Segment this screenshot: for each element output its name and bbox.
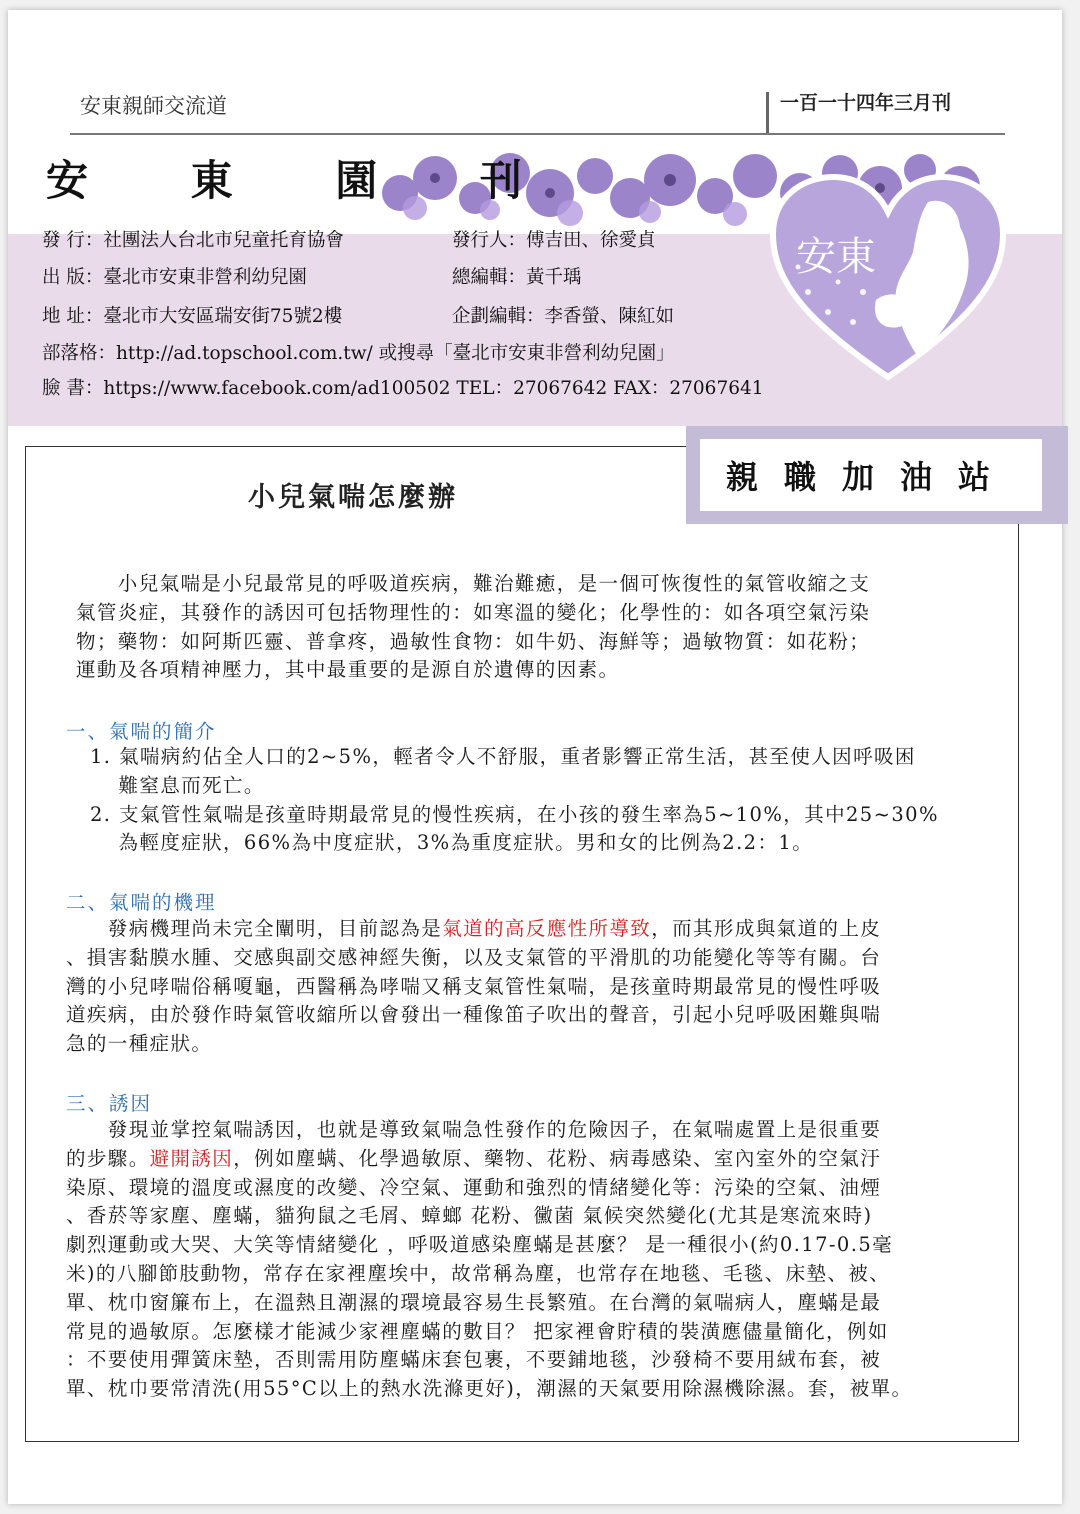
- list-item: 難窒息而死亡。: [90, 773, 265, 797]
- publisher-line: 發 行：社團法人台北市兒童托育協會: [42, 230, 344, 251]
- body-line: 常見的過敏原。怎麼樣才能減少家裡塵蟎的數目？ 把家裡會貯積的裝潢應儘量簡化，例如: [66, 1319, 889, 1343]
- body-line: [66, 915, 881, 944]
- body-line: [66, 1145, 912, 1174]
- list-item: 2. 支氣管性氣喘是孩童時期最常見的慢性疾病，在小孩的發生率為5~10%，其中25~30%: [90, 802, 939, 826]
- list-item: 為輕度症狀，66%為中度症狀，3%為重度症狀。男和女的比例為2.2：1。: [90, 831, 814, 855]
- header-section-label: 安東親師交流道: [80, 94, 227, 118]
- body-line: 單、枕巾窗簾布上，在溫熱且潮濕的環境最容易生長繁殖。在台灣的氣喘病人，塵蟎是最: [66, 1290, 882, 1314]
- issue-divider: [766, 92, 769, 135]
- planning-line: 企劃編輯：李香螢、陳紅如: [452, 306, 675, 327]
- issue-date: 一百一十四年三月刊: [780, 92, 952, 114]
- facebook-line: 臉 書：https://www.facebook.com/ad100502 TEL：27067642 FAX：27067641: [42, 378, 764, 399]
- body-line: ：不要使用彈簧床墊，否則需用防塵蟎床套包裹，不要鋪地毯，沙發椅不要用絨布套，被: [66, 1348, 882, 1372]
- section-1-body: [90, 743, 939, 858]
- header-rule: [70, 133, 1005, 135]
- section-label: 親職加油站: [700, 439, 1042, 511]
- body-line: 發現並掌控氣喘誘因，也就是導致氣喘急性發作的危險因子，在氣喘處置上是很重要: [66, 1118, 882, 1141]
- issuer-line: 發行人：傅吉田、徐愛貞: [452, 230, 656, 251]
- article-title: 小兒氣喘怎麼辦: [248, 482, 458, 513]
- body-line: 劇烈運動或大哭、大笑等情緒變化 ，呼吸道感染塵蟎是甚麼？ 是一種很小(約0.17-0.5毫: [66, 1233, 894, 1257]
- highlight-text: 氣道的高反應性所導致: [442, 917, 652, 940]
- intro-line: 氣管炎症，其發作的誘因可包括物理性的：如寒溫的變化；化學性的：如各項空氣污染: [76, 600, 871, 624]
- body-text: 發病機理尚未完全闡明，目前認為是: [66, 917, 443, 940]
- press-line: 出 版：臺北市安東非營利幼兒園: [42, 267, 307, 288]
- blog-line: 部落格：http://ad.topschool.com.tw/ 或搜尋「臺北市安東非營利幼兒園」: [42, 343, 675, 364]
- section-3-heading: 三、誘因: [66, 1092, 153, 1115]
- newsletter-title: 安 東 園 刊: [46, 156, 566, 205]
- body-line: 灣的小兒哮喘俗稱嗄龜，西醫稱為哮喘又稱支氣管性氣喘，是孩童時期最常見的慢性呼吸: [66, 974, 882, 998]
- body-line: 單、枕巾要常清洗(用55°C以上的熱水洗滌更好)，潮濕的天氣要用除濕機除濕。套，被單。: [66, 1377, 913, 1401]
- section-2-body: [66, 915, 881, 1059]
- section-1-heading: 一、氣喘的簡介: [66, 720, 217, 743]
- body-line: 米)的八腳節肢動物，常存在家裡塵埃中，故常稱為塵，也常存在地毯、毛毯、床墊、被、: [66, 1261, 891, 1285]
- body-line: 、香菸等家塵、塵蟎，貓狗鼠之毛屑、蟑螂 花粉、黴菌 氣候突然變化(尤其是寒流來時): [66, 1204, 873, 1228]
- body-line: 道疾病，由於發作時氣管收縮所以會發出一種像笛子吹出的聲音，引起小兒呼吸困難與喘: [66, 1003, 882, 1027]
- body-text: ，而其形成與氣道的上皮: [651, 917, 882, 940]
- body-text: 的步驟。: [66, 1146, 150, 1170]
- editor-line: 總編輯：黃千瑀: [452, 267, 582, 288]
- address-line: 地 址：臺北市大安區瑞安街75號2樓: [42, 306, 343, 327]
- body-line: 染原、環境的溫度或濕度的改變、冷空氣、運動和強烈的情緒變化等：污染的空氣、油煙: [66, 1175, 882, 1199]
- intro-line: 物；藥物：如阿斯匹靈、普拿疼，過敏性食物：如牛奶、海鮮等；過敏物質：如花粉；: [76, 629, 871, 653]
- highlight-text: 避開誘因: [149, 1146, 234, 1170]
- section-3-body: [66, 1116, 912, 1404]
- intro-line: 小兒氣喘是小兒最常見的呼吸道疾病，難治難癒，是一個可恢復性的氣管收縮之支: [76, 572, 871, 595]
- list-item: 1. 氣喘病約佔全人口的2~5%，輕者令人不舒服，重者影響正常生活，甚至使人因呼吸困: [90, 745, 916, 768]
- body-line: 、損害黏膜水腫、交感與副交感神經失衡，以及支氣管的平滑肌的功能變化等等有關。台: [66, 945, 882, 969]
- body-text: ，例如塵螨、化學過敏原、藥物、花粉、病毒感染、室內室外的空氣汙: [233, 1146, 882, 1170]
- section-2-heading: 二、氣喘的機理: [66, 891, 217, 914]
- intro-line: 運動及各項精神壓力，其中最重要的是源自於遺傳的因素。: [76, 658, 620, 682]
- body-line: 急的一種症狀。: [66, 1032, 213, 1056]
- logo-text: 安東: [796, 234, 876, 280]
- article-intro: [76, 570, 870, 685]
